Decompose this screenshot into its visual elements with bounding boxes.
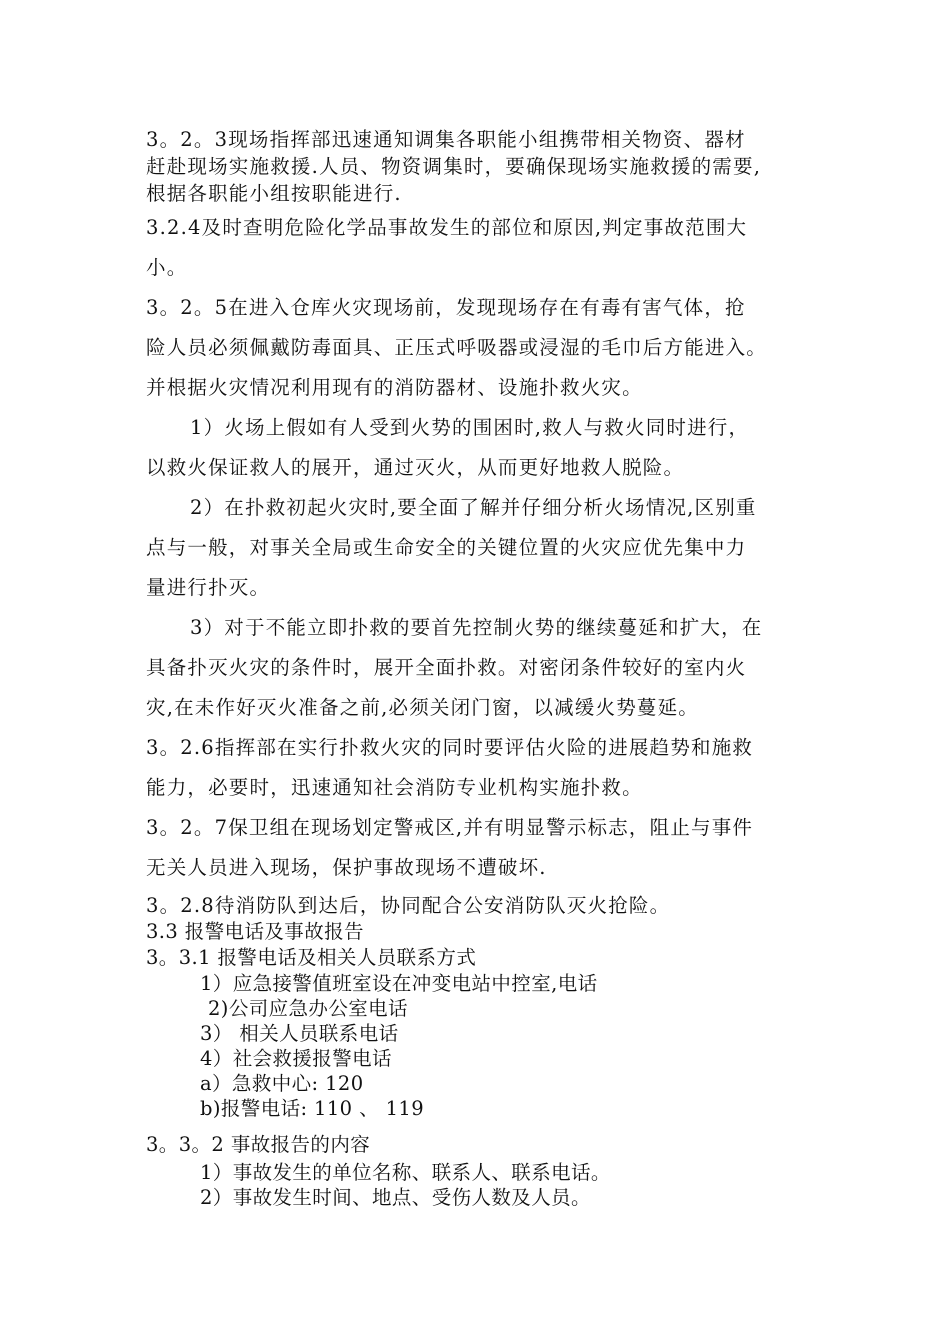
list-item: 1）应急接警值班室设在冲变电站中控室,电话 xyxy=(200,972,598,995)
list-item: 2)公司应急办公室电话 xyxy=(208,997,408,1020)
text-line: 3.2.4及时查明危险化学品事故发生的部位和原因,判定事故范围大 xyxy=(146,216,748,239)
list-item: a）急救中心: 120 xyxy=(200,1072,364,1095)
list-item: 2）在扑救初起火灾时,要全面了解并仔细分析火场情况,区别重 xyxy=(190,496,757,519)
text-line: 3。2。7保卫组在现场划定警戒区,并有明显警示标志，阻止与事件 xyxy=(146,816,754,839)
subsection-heading: 3。3。2 事故报告的内容 xyxy=(146,1133,371,1156)
text-line: 无关人员进入现场，保护事故现场不遭破坏. xyxy=(146,856,547,879)
text-line: 点与一般，对事关全局或生命安全的关键位置的火灾应优先集中力 xyxy=(146,536,747,559)
text-line: 灾,在未作好灭火准备之前,必须关闭门窗，以减缓火势蔓延。 xyxy=(146,696,699,719)
list-item: 2）事故发生时间、地点、受伤人数及人员。 xyxy=(200,1186,591,1209)
text-line: 3。2.8待消防队到达后，协同配合公安消防队灭火抢险。 xyxy=(146,894,671,917)
text-line: 3。2。5在进入仓库火灾现场前，发现现场存在有毒有害气体，抢 xyxy=(146,296,746,319)
list-item: 1）火场上假如有人受到火势的围困时,救人与救火同时进行， xyxy=(190,416,750,439)
list-item: 1）事故发生的单位名称、联系人、联系电话。 xyxy=(200,1161,611,1184)
list-item: b)报警电话: 110 、 119 xyxy=(200,1097,424,1120)
text-line: 赶赴现场实施救援.人员、物资调集时，要确保现场实施救援的需要, xyxy=(146,155,762,178)
text-line: 并根据火灾情况利用现有的消防器材、设施扑救火灾。 xyxy=(146,376,643,399)
text-line: 以救火保证救人的展开，通过灭火，从而更好地救人脱险。 xyxy=(146,456,685,479)
text-line: 险人员必须佩戴防毒面具、正压式呼吸器或浸湿的毛巾后方能进入。 xyxy=(146,336,768,359)
list-item: 4）社会救援报警电话 xyxy=(200,1047,392,1070)
subsection-heading: 3。3.1 报警电话及相关人员联系方式 xyxy=(146,946,477,969)
text-line: 根据各职能小组按职能进行. xyxy=(146,182,402,205)
text-line: 能力，必要时，迅速通知社会消防专业机构实施扑救。 xyxy=(146,776,643,799)
list-item: 3）对于不能立即扑救的要首先控制火势的继续蔓延和扩大，在 xyxy=(190,616,763,639)
text-line: 3。2.6指挥部在实行扑救火灾的同时要评估火险的进展趋势和施救 xyxy=(146,736,754,759)
text-line: 具备扑灭火灾的条件时，展开全面扑救。对密闭条件较好的室内火 xyxy=(146,656,747,679)
text-line: 3。2。3现场指挥部迅速通知调集各职能小组携带相关物资、器材 xyxy=(146,128,746,151)
text-line: 小。 xyxy=(146,256,188,279)
text-line: 量进行扑灭。 xyxy=(146,576,271,599)
list-item: 3） 相关人员联系电话 xyxy=(200,1022,399,1045)
section-heading: 3.3 报警电话及事故报告 xyxy=(146,920,364,943)
